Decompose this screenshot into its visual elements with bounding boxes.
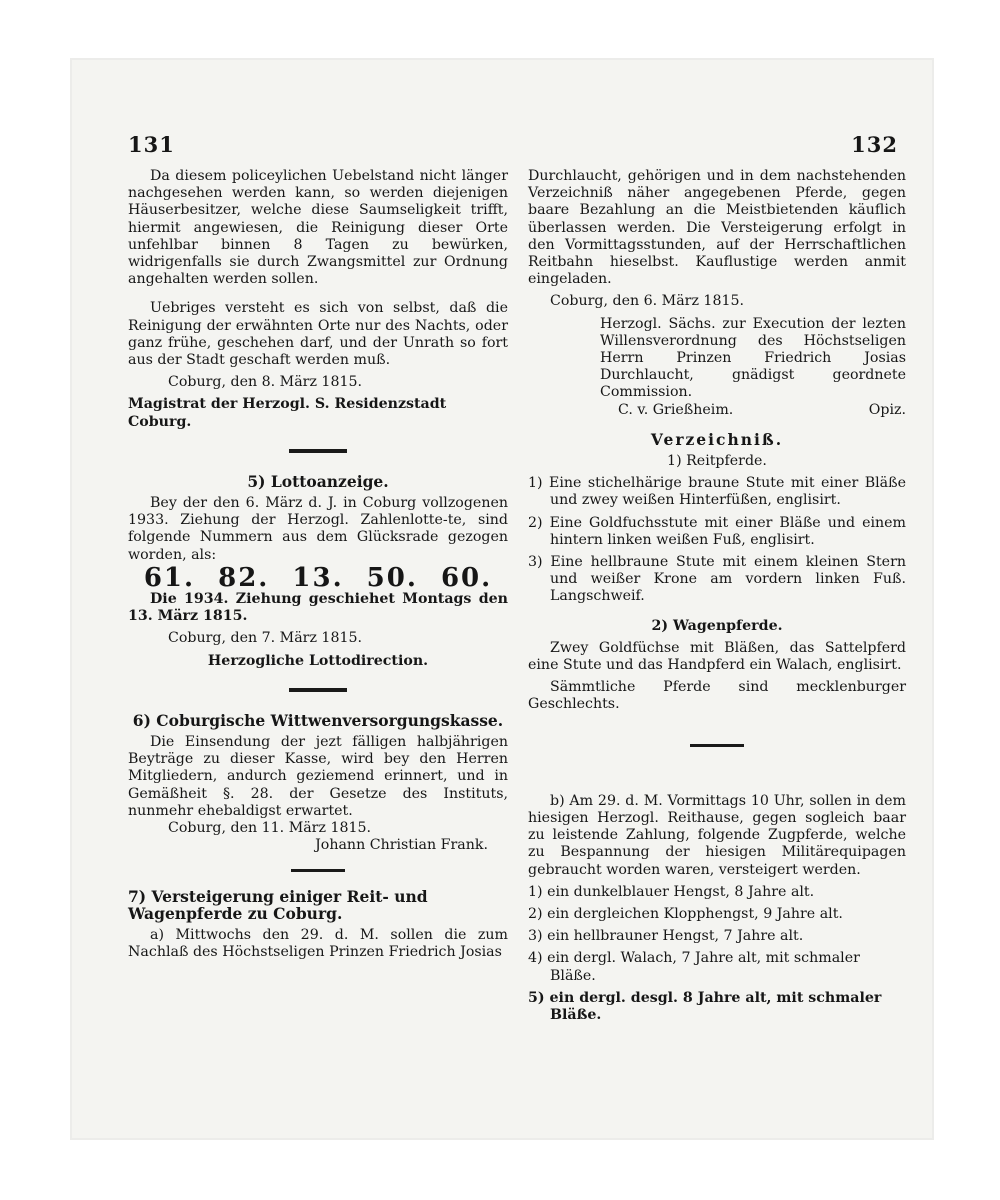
paragraph-carriage-horses: Zwey Goldfüchse mit Bläßen, das Sattelpferd eine Stute und das Handpferd ein Walach, englisirt. <box>528 639 906 674</box>
list-item: 4) ein dergl. Walach, 7 Jahre alt, mit schmaler Bläße. <box>528 950 860 984</box>
section-divider <box>690 744 744 747</box>
section-divider <box>291 869 345 872</box>
list-item: 3) Eine hellbraune Stute mit einem kleinen Stern und weißer Krone am vordern linken Fuß. Langschweif. <box>528 554 906 605</box>
dateline-magistrat: Coburg, den 8. März 1815. <box>168 374 363 391</box>
list-item: 3) ein hellbrauner Hengst, 7 Jahre alt. <box>528 928 804 945</box>
page-number-left: 131 <box>128 132 175 157</box>
paragraph-next-draw: Die 1934. Ziehung geschiehet Montags den 13. März 1815. <box>128 591 508 625</box>
signature-griessheim: C. v. Grießheim. <box>618 401 734 418</box>
paragraph-cleanliness-order: Da diesem policeylichen Uebelstand nicht länger nachgesehen werden kann, so werden diejenigen Häuserbesitzer, welche diese Saumseligkeit trifft, hiermit angewiesen, die Reinigung dieser Orte unfehlbar binnen 8 Tagen zu bewürken, widrigenfalls sie durch Zwangsmittel zur Ordnung angehalten werden sollen. <box>128 168 508 288</box>
heading-horse-auction: 7) Versteigerung einiger Reit- und Wagenpferde zu Coburg. <box>128 886 428 923</box>
signature-opiz: Opiz. <box>868 401 906 418</box>
subheading-riding-horses: 1) Reitpferde. <box>667 453 767 470</box>
signature-lottery: Herzogliche Lottodirection. <box>207 652 429 669</box>
paragraph-auction-a-continued: Durchlaucht, gehörigen und in dem nachstehenden Verzeichniß näher angegebenen Pferde, gegen baare Bezahlung an die Meistbietenden käuflich überlassen werden. Die Versteigerung erfolgt in den Vormittagsstunden, auf der Herrschaftlichen Reitbahn hieselbst. Kauflustige werden anmit eingeladen. <box>528 168 906 288</box>
page-number-right: 132 <box>851 132 898 157</box>
list-item: 2) ein dergleichen Klopphengst, 9 Jahre alt. <box>528 905 843 922</box>
dateline-lottery: Coburg, den 7. März 1815. <box>168 630 363 647</box>
heading-lottery: 5) Lottoanzeige. <box>247 471 389 491</box>
paragraph-widows-fund: Die Einsendung der jezt fälligen halbjährigen Beyträge zu dieser Kasse, wird bey den Herren Mitgliedern, andurch geziemend erinnert, und in Gemäßheit §. 28. der Gesetze des Instituts, nunmehr ehebaldigst erwartet. <box>128 734 508 819</box>
right-column <box>528 168 906 1024</box>
list-item: 5) ein dergl. desgl. 8 Jahre alt, mit schmaler Bläße. <box>528 989 882 1023</box>
lottery-numbers: 61. 82. 13. 50. 60. <box>143 562 493 593</box>
dateline-commission: Coburg, den 6. März 1815. <box>550 293 745 310</box>
subheading-carriage-horses: 2) Wagenpferde. <box>651 617 783 634</box>
list-item: 1) Eine stichelhärige braune Stute mit einer Bläße und zwey weißen Hinterfüßen, englisirt. <box>528 475 906 509</box>
section-divider <box>289 449 347 453</box>
dateline-widows-fund: Coburg, den 11. März 1815. <box>168 820 372 837</box>
signature-magistrat: Magistrat der Herzogl. S. Residenzstadt Coburg. <box>128 396 447 430</box>
heading-widows-fund: 6) Coburgische Wittwenversorgungskasse. <box>132 710 504 730</box>
paragraph-auction-b: b) Am 29. d. M. Vormittags 10 Uhr, sollen in dem hiesigen Herzogl. Reithause, gegen sogleich baar zu leistende Zahlung, folgende Zugpferde, welche zu Bespannung der hiesigen Militärequipagen gebraucht worden waren, versteigert werden. <box>528 792 906 878</box>
list-item: 1) ein dunkelblauer Hengst, 8 Jahre alt. <box>528 883 815 900</box>
heading-register: Verzeichniß. <box>650 429 784 449</box>
list-item: 2) Eine Goldfuchsstute mit einer Bläße und einem hintern linken weißen Fuß, englisirt. <box>528 514 906 548</box>
bleed-through-area <box>528 763 906 793</box>
signature-widows-fund: Johann Christian Frank. <box>315 837 488 854</box>
section-divider <box>289 688 347 692</box>
left-column <box>128 168 508 961</box>
paragraph-auction-a: a) Mittwochs den 29. d. M. sollen die zum Nachlaß des Höchstseligen Prinzen Friedrich Josias <box>128 926 508 961</box>
paragraph-lottery-draw: Bey der den 6. März d. J. in Coburg vollzogenen 1933. Ziehung der Herzogl. Zahlenlotte-te, sind folgende Nummern aus dem Glücksrade gezogen worden, als: <box>128 495 508 563</box>
paragraph-cleaning-rules: Uebriges versteht es sich von selbst, daß die Reinigung der erwähnten Orte nur des Nachts, oder ganz frühe, geschehen darf, und der Unrath so fort aus der Stadt geschaft werden muß. <box>128 300 508 369</box>
commission-text: Herzogl. Sächs. zur Execution der lezten Willensverordnung des Höchstseligen Herrn Prinzen Friedrich Josias Durchlaucht, gnädigst geordnete Commission. <box>600 315 906 401</box>
paragraph-mecklenburg-breed: Sämmtliche Pferde sind mecklenburger Geschlechts. <box>528 679 906 713</box>
commission-signatures <box>528 402 906 419</box>
